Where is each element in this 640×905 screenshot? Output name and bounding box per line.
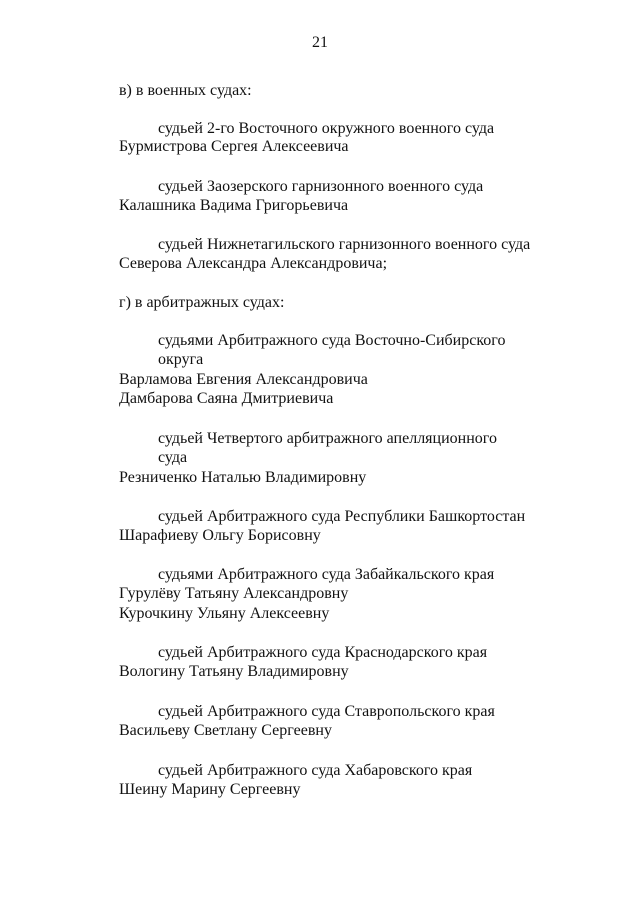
entry-position-continuation: суда [158, 449, 188, 466]
entry-position: судьей Арбитражного суда Республики Башкортостан [158, 508, 526, 525]
entry-name: Резниченко Наталью Владимировну [119, 469, 367, 486]
entry-name: Гурулёву Татьяну Александровну [119, 585, 349, 602]
entry-position: судьей Арбитражного суда Краснодарского края [158, 644, 488, 661]
entry-name: Шарафиеву Ольгу Борисовну [119, 527, 321, 544]
section-heading-arbitration: г) в арбитражных судах: [119, 294, 285, 311]
entry-name: Шеину Марину Сергеевну [119, 781, 301, 798]
entry-name: Варламова Евгения Александровича [119, 371, 368, 388]
entry-name: Курочкину Ульяну Алексеевну [119, 605, 330, 622]
page-number: 21 [312, 34, 328, 51]
entry-name: Калашника Вадима Григорьевича [119, 197, 349, 214]
entry-name: Вологину Татьяну Владимировну [119, 663, 349, 680]
entry-position: судьей Заозерского гарнизонного военного суда [158, 178, 484, 195]
entry-name: Северова Александра Александровича; [119, 255, 388, 272]
entry-position: судьей 2-го Восточного окружного военного суда [158, 120, 495, 137]
entry-position: судьей Нижнетагильского гарнизонного военного суда [158, 236, 531, 253]
entry-position: судьей Четвертого арбитражного апелляционного [158, 430, 497, 447]
entry-name: Бурмистрова Сергея Алексеевича [119, 138, 349, 155]
entry-position: судьей Арбитражного суда Ставропольского края [158, 703, 495, 720]
entry-position-continuation: округа [158, 351, 204, 368]
entry-name: Васильеву Светлану Сергеевну [119, 722, 332, 739]
entry-position: судьей Арбитражного суда Хабаровского края [158, 762, 473, 779]
entry-position: судьями Арбитражного суда Забайкальского края [158, 566, 495, 583]
section-heading-military: в) в военных судах: [119, 82, 252, 99]
entry-position: судьями Арбитражного суда Восточно-Сибирского [158, 332, 506, 349]
entry-name: Дамбарова Саяна Дмитриевича [119, 390, 334, 407]
